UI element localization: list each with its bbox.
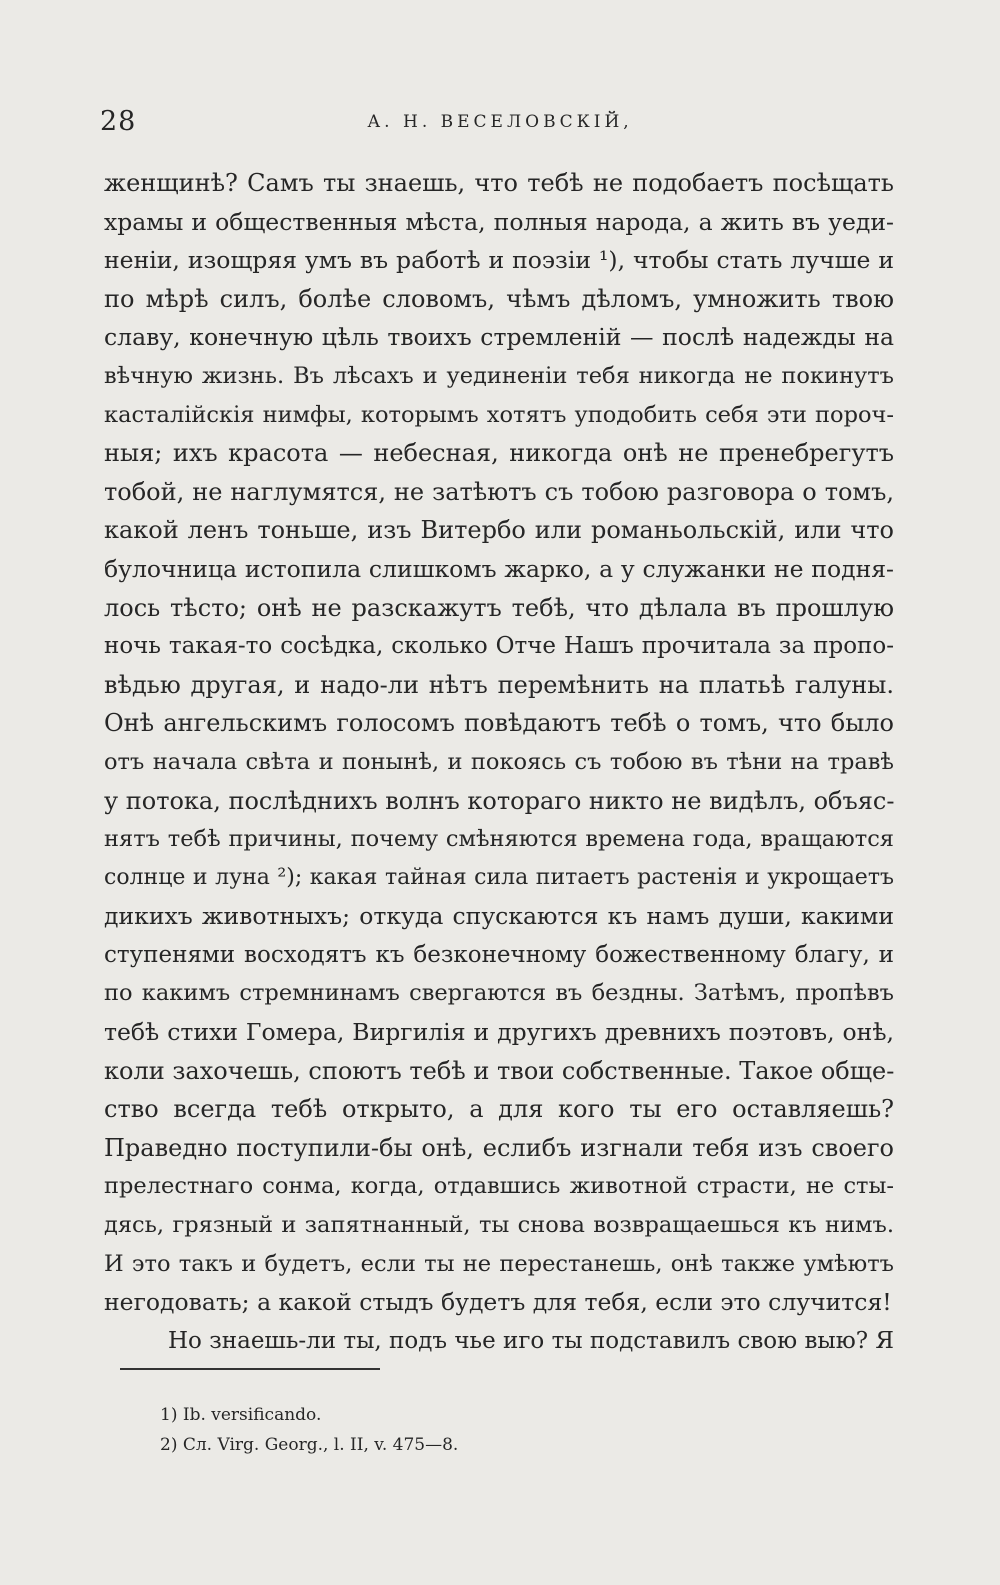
- text-line: славу, конечную цѣль твоихъ стремленій — послѣ надежды на: [104, 323, 894, 352]
- footnote-divider: [120, 1368, 380, 1370]
- text-line: по мѣрѣ силъ, болѣе словомъ, чѣмъ дѣломъ, умножить твою: [104, 284, 894, 313]
- text-line: Праведно поступили-бы онѣ, еслибъ изгнали тебя изъ своего: [104, 1133, 894, 1162]
- footnote: 1) Ib. versificando.: [160, 1405, 322, 1425]
- text-line: булочница истопила слишкомъ жарко, а у служанки не подня-: [104, 554, 894, 583]
- text-line: дикихъ животныхъ; откуда спускаются къ намъ души, какими: [104, 902, 894, 931]
- running-head: А. Н. ВЕСЕЛОВСКІЙ,: [367, 112, 633, 132]
- text-line: тебѣ стихи Гомера, Виргилія и другихъ древнихъ поэтовъ, онѣ,: [104, 1018, 894, 1047]
- text-line: негодовать; а какой стыдъ будетъ для тебя, если это случится!: [104, 1288, 892, 1317]
- page-header: [100, 106, 900, 146]
- text-line: прелестнаго сонма, когда, отдавшись животной страсти, не сты-: [104, 1173, 894, 1200]
- footnote: 2) Сл. Virg. Georg., l. II, v. 475—8.: [160, 1435, 459, 1455]
- text-line: тобой, не наглумятся, не затѣютъ съ тобою разговора о томъ,: [104, 477, 894, 506]
- text-line: какой ленъ тоньше, изъ Витербо или романьольскій, или что: [104, 516, 894, 545]
- text-line: дясь, грязный и запятнанный, ты снова возвращаешься къ нимъ.: [104, 1212, 894, 1239]
- text-line: ство всегда тебѣ открыто, а для кого ты его оставляешь?: [104, 1095, 894, 1124]
- text-line: Онѣ ангельскимъ голосомъ повѣдаютъ тебѣ о томъ, что было: [104, 709, 894, 738]
- text-line: солнце и луна ²); какая тайная сила питаетъ растенія и укрощаетъ: [104, 864, 894, 890]
- text-line: неніи, изощряя умъ въ работѣ и поэзіи ¹), чтобы стать лучше и: [104, 246, 894, 275]
- body-text: [104, 164, 894, 1360]
- footnotes: [160, 1400, 860, 1460]
- text-line: по какимъ стремнинамъ свергаются въ бездны. Затѣмъ, пропѣвъ: [104, 980, 894, 1007]
- text-line: Но знаешь-ли ты, подъ чье иго ты подставилъ свою выю? Я: [168, 1327, 894, 1354]
- text-line: коли захочешь, споютъ тебѣ и твои собственные. Такое обще-: [104, 1056, 895, 1085]
- text-line: касталійскія нимфы, которымъ хотятъ уподобить себя эти пороч-: [104, 401, 894, 428]
- text-line: храмы и общественныя мѣста, полныя народа, а жить въ уеди-: [104, 207, 894, 236]
- text-line: нятъ тебѣ причины, почему смѣняются времена года, вращаются: [104, 826, 894, 853]
- page-number: 28: [100, 106, 137, 137]
- text-line: вѣдью другая, и надо-ли нѣтъ перемѣнить на платьѣ галуны.: [104, 670, 894, 699]
- text-line: лось тѣсто; онѣ не разскажутъ тебѣ, что дѣлала въ прошлую: [104, 593, 894, 622]
- text-line: женщинѣ? Самъ ты знаешь, что тебѣ не подобаетъ посѣщать: [104, 169, 894, 197]
- text-line: ныя; ихъ красота — небесная, никогда онѣ не пренебрегутъ: [104, 439, 894, 468]
- text-line: у потока, послѣднихъ волнъ котораго никто не видѣлъ, объяс-: [104, 786, 895, 815]
- text-line: ступенями восходятъ къ безконечному божественному благу, и: [104, 941, 894, 968]
- text-line: вѣчную жизнь. Въ лѣсахъ и уединеніи тебя никогда не покинутъ: [104, 362, 894, 389]
- text-line: отъ начала свѣта и понынѣ, и покоясь съ тобою въ тѣни на травѣ: [104, 748, 894, 775]
- text-line: И это такъ и будетъ, если ты не перестанешь, онѣ также умѣютъ: [104, 1250, 894, 1277]
- text-line: ночь такая-то сосѣдка, сколько Отче Нашъ прочитала за пропо-: [104, 633, 894, 660]
